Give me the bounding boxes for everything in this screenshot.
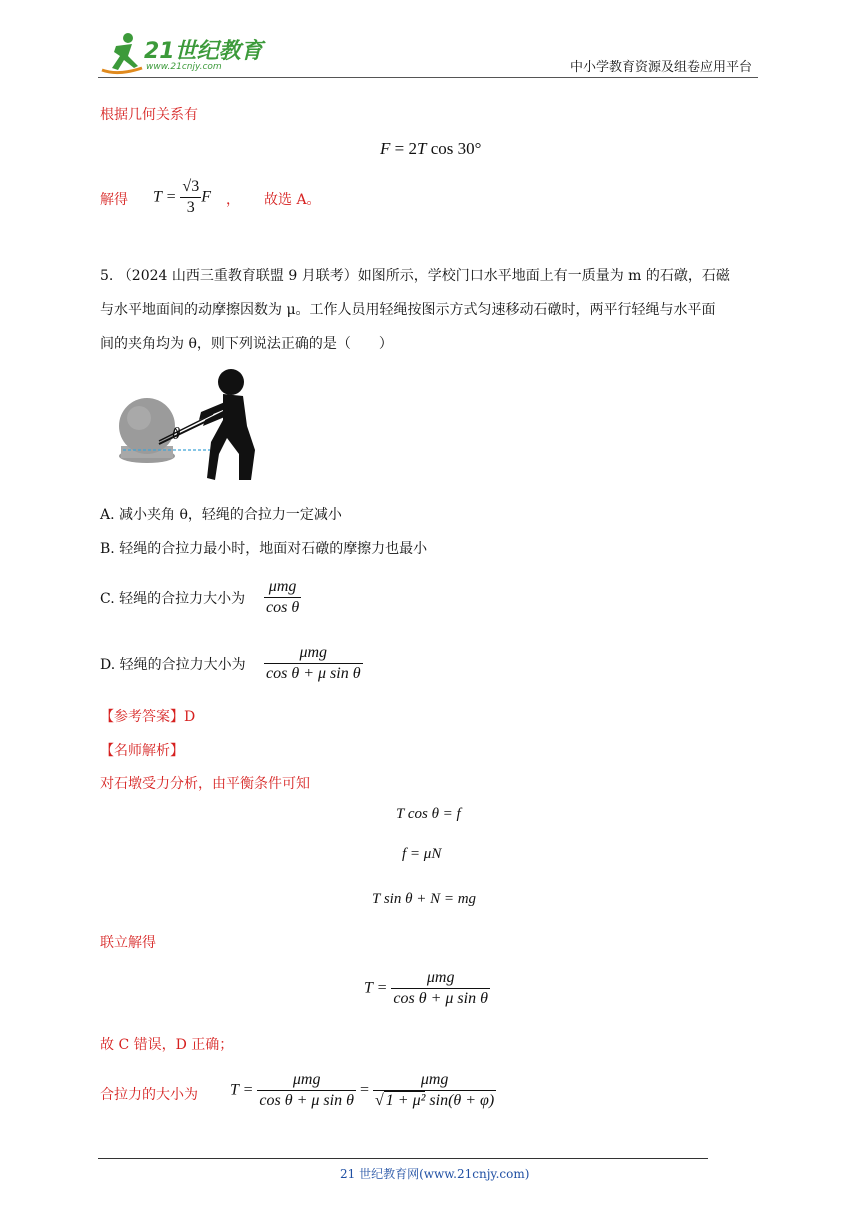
platform-name: 中小学教育资源及组卷应用平台 [570, 60, 753, 75]
fraction-sqrt3-over-3: $\frac{√3}{3}$ [182, 178, 200, 216]
geometry-label: 根据几何关系有 [100, 107, 198, 123]
solve-label: 解得 [100, 192, 128, 208]
footer-text: 21 世纪教育网(www.21cnjy.com) [340, 1167, 530, 1181]
option-a: A. 减小夹角 θ，轻绳的合拉力一定减小 [100, 507, 342, 523]
angle-theta-label: θ [172, 424, 181, 443]
resultant-label: 合拉力的大小为 [100, 1087, 198, 1103]
equation-resultant: T = $\frac{\text{μmg}}{\text{cos θ + μ sin θ}}$ = $\frac{\text{μmg}}{\text{√ 1 + μ² sin(θ + φ)}}$ [230, 1071, 495, 1109]
analysis-intro: 对石墩受力分析，由平衡条件可知 [100, 776, 310, 792]
option-c-label: C. 轻绳的合拉力大小为 [100, 591, 246, 607]
question-line-2: 与水平地面间的动摩擦因数为 μ。工作人员用轻绳按图示方式匀速移动石礅时，两平行轻绳与水平面 [100, 302, 716, 318]
comma-mark: ， [226, 192, 240, 208]
choose-answer: 故选 A。 [264, 192, 321, 208]
logo-url: www.21cnjy.com [146, 62, 222, 72]
option-d-label: D. 轻绳的合拉力大小为 [100, 657, 246, 673]
logo-title: 21世纪教育 [144, 39, 263, 64]
footer-divider [98, 1158, 708, 1159]
runner-logo-icon [98, 32, 146, 76]
equation-T-result: T = $\frac{\text{μmg}}{\text{cos θ + μ sin θ}}$ [364, 969, 488, 1007]
equation-2: f = μN [402, 846, 442, 862]
equation-T-solution: T = $\frac{√3}{3}$ F [153, 178, 211, 216]
question-line-3: 间的夹角均为 θ，则下列说法正确的是（ ） [100, 336, 393, 352]
combine-label: 联立解得 [100, 935, 156, 951]
equation-F: F = 2T cos 30° [380, 139, 482, 158]
conclusion: 故 C 错误，D 正确； [100, 1037, 234, 1053]
equation-1: T cos θ = f [396, 806, 461, 822]
reference-answer: 【参考答案】D [100, 709, 196, 725]
analysis-title: 【名师解析】 [100, 743, 184, 759]
problem-figure [115, 368, 265, 486]
question-line-1: 5. （2024 山西三重教育联盟 9 月联考）如图所示，学校门口水平地面上有一质量为 m 的石礅，石磁 [100, 268, 730, 284]
option-b: B. 轻绳的合拉力最小时，地面对石礅的摩擦力也最小 [100, 541, 428, 557]
option-d-formula: $\frac{\text{μmg}}{\text{cos θ + μ sin θ}}$ [266, 644, 361, 682]
header-divider [98, 77, 758, 78]
logo [98, 30, 268, 78]
option-c-formula: $\frac{\text{μmg}}{\text{cos θ}}$ [266, 578, 300, 616]
equation-3: T sin θ + N = mg [372, 891, 477, 907]
